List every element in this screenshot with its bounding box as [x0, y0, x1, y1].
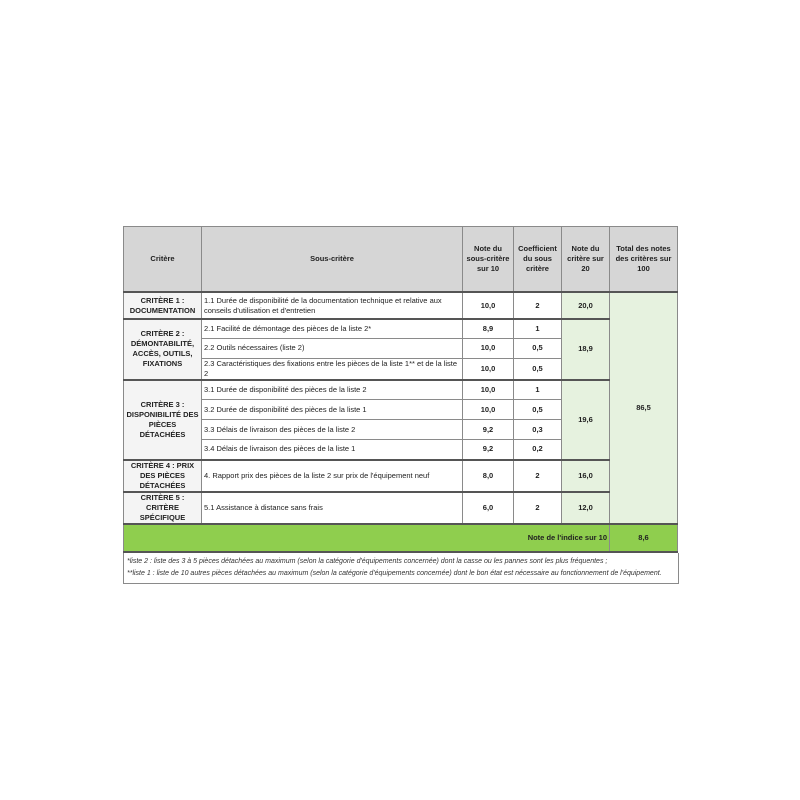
- header-note-critere: Note du critère sur 20: [562, 227, 610, 293]
- subcriterion-coef: 0,3: [514, 420, 562, 440]
- table-row: [124, 319, 678, 338]
- final-score-label: Note de l'indice sur 10: [124, 524, 610, 552]
- criterion-4-label: CRITÈRE 4 : PRIX DES PIÈCES DÉTACHÉES: [124, 460, 202, 492]
- subcriterion-coef: 0,5: [514, 358, 562, 380]
- header-critere: Critère: [124, 227, 202, 293]
- table-row: [124, 492, 678, 524]
- table-row: [124, 380, 678, 400]
- subcriterion-note: 8,0: [463, 460, 514, 492]
- subcriterion-label: 2.2 Outils nécessaires (liste 2): [202, 338, 463, 358]
- criterion-5-label: CRITÈRE 5 : CRITÈRE SPÉCIFIQUE: [124, 492, 202, 524]
- header-total: Total des notes des critères sur 100: [610, 227, 678, 293]
- subcriterion-coef: 1: [514, 319, 562, 338]
- subcriterion-note: 10,0: [463, 358, 514, 380]
- criterion-2-label: CRITÈRE 2 : DÉMONTABILITÉ, ACCÈS, OUTILS, FIXATIONS: [124, 319, 202, 380]
- subcriterion-note: 6,0: [463, 492, 514, 524]
- subcriterion-coef: 0,5: [514, 400, 562, 420]
- subcriterion-label: 3.2 Durée de disponibilité des pièces de la liste 1: [202, 400, 463, 420]
- subcriterion-label: 4. Rapport prix des pièces de la liste 2 sur prix de l'équipement neuf: [202, 460, 463, 492]
- subcriterion-note: 8,9: [463, 319, 514, 338]
- subcriterion-label: 5.1 Assistance à distance sans frais: [202, 492, 463, 524]
- criterion-2-score: 18,9: [562, 319, 610, 380]
- criterion-4-score: 16,0: [562, 460, 610, 492]
- table-row: [124, 460, 678, 492]
- subcriterion-note: 10,0: [463, 400, 514, 420]
- subcriterion-note: 10,0: [463, 292, 514, 319]
- repairability-index-sheet: [123, 226, 677, 584]
- header-coefficient: Coefficient du sous critère: [514, 227, 562, 293]
- criterion-3-score: 19,6: [562, 380, 610, 460]
- footnotes: [123, 553, 679, 584]
- subcriterion-coef: 2: [514, 292, 562, 319]
- subcriterion-note: 10,0: [463, 338, 514, 358]
- subcriterion-note: 10,0: [463, 380, 514, 400]
- table-row: [124, 292, 678, 319]
- header-note-sous-critere: Note du sous-critère sur 10: [463, 227, 514, 293]
- header-row: [124, 227, 678, 293]
- footnote-liste-1: **liste 1 : liste de 10 autres pièces détachées au maximum (selon la catégorie d'équipements concernée) dont le bon état est nécessaire au fonctionnement de l'équipement.: [127, 569, 662, 577]
- criterion-1-label: CRITÈRE 1 : DOCUMENTATION: [124, 292, 202, 319]
- final-score-row: [124, 524, 678, 552]
- subcriterion-coef: 1: [514, 380, 562, 400]
- subcriterion-coef: 0,2: [514, 440, 562, 460]
- subcriterion-note: 9,2: [463, 420, 514, 440]
- criterion-1-score: 20,0: [562, 292, 610, 319]
- subcriterion-label: 1.1 Durée de disponibilité de la documentation technique et relative aux conseils d'utilisation et d'entretien: [202, 292, 463, 319]
- total-score-100: 86,5: [610, 292, 678, 524]
- criterion-3-label: CRITÈRE 3 : DISPONIBILITÉ DES PIÈCES DÉTACHÉES: [124, 380, 202, 460]
- subcriterion-coef: 2: [514, 492, 562, 524]
- subcriterion-coef: 2: [514, 460, 562, 492]
- subcriterion-label: 2.3 Caractéristiques des fixations entre les pièces de la liste 1** et de la liste 2: [202, 358, 463, 380]
- criterion-5-score: 12,0: [562, 492, 610, 524]
- final-score-value: 8,6: [610, 524, 678, 552]
- subcriterion-label: 3.3 Délais de livraison des pièces de la liste 2: [202, 420, 463, 440]
- subcriterion-coef: 0,5: [514, 338, 562, 358]
- subcriterion-label: 3.4 Délais de livraison des pièces de la liste 1: [202, 440, 463, 460]
- subcriterion-label: 2.1 Facilité de démontage des pièces de la liste 2*: [202, 319, 463, 338]
- footnote-liste-2: *liste 2 : liste des 3 à 5 pièces détachées au maximum (selon la catégorie d'équipements concernée) dont la casse ou les pannes sont les plus fréquentes ;: [127, 557, 608, 565]
- score-table: [123, 226, 678, 553]
- subcriterion-label: 3.1 Durée de disponibilité des pièces de la liste 2: [202, 380, 463, 400]
- subcriterion-note: 9,2: [463, 440, 514, 460]
- header-sous-critere: Sous-critère: [202, 227, 463, 293]
